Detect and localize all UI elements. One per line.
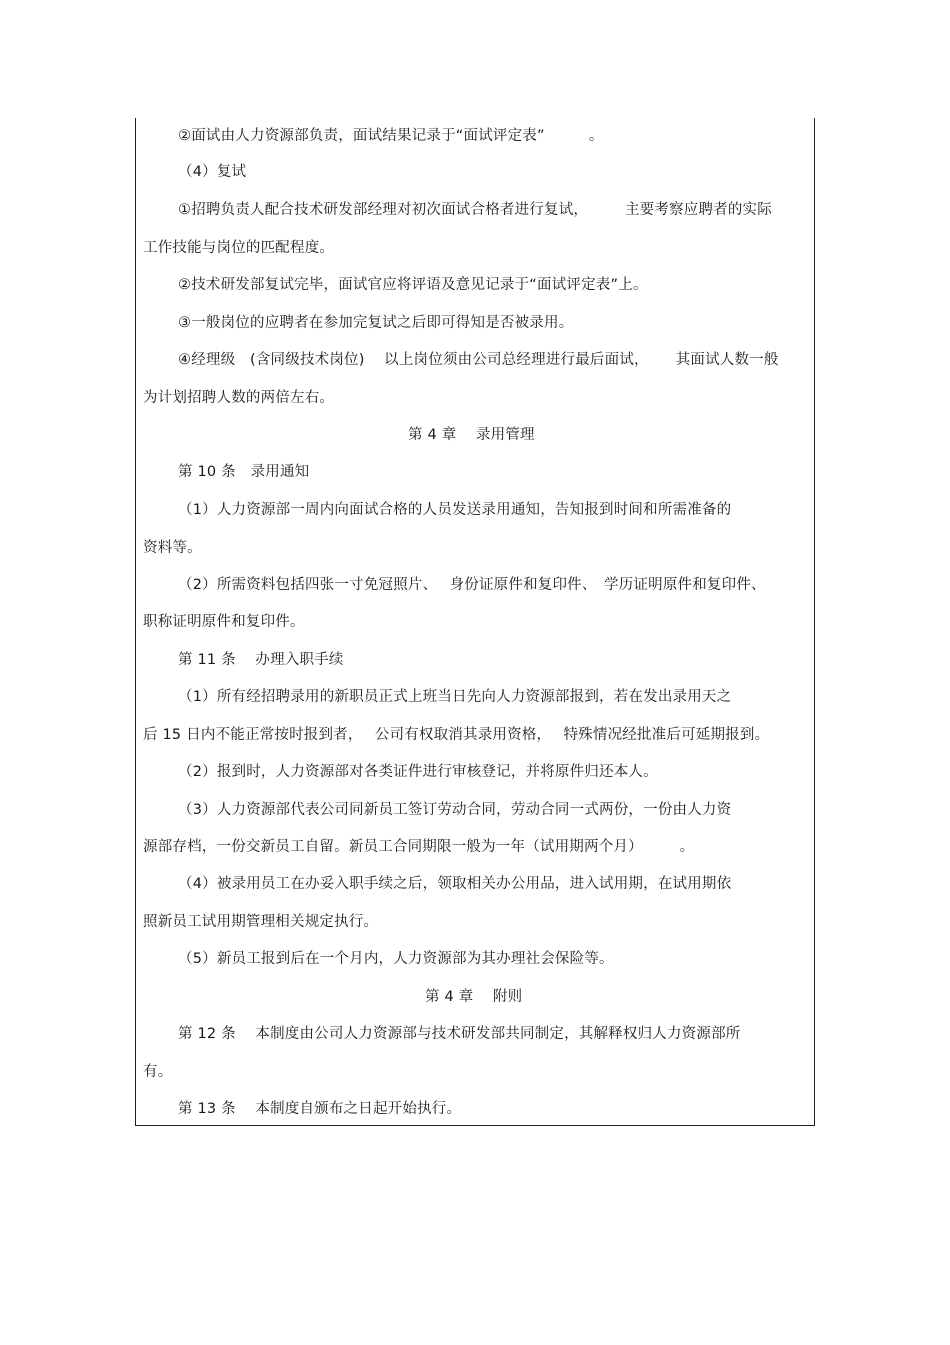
reinterview-item-3: ③一般岗位的应聘者在参加完复试之后即可得知是否被录用。 xyxy=(178,315,574,331)
reinterview-item-2: ②技术研发部复试完毕，面试官应将评语及意见记录于“面试评定表”上。 xyxy=(178,277,648,293)
article-11-item-4-line-1: （4）被录用员工在办妥入职手续之后，领取相关办公用品，进入试用期，在试用期依 xyxy=(178,876,732,892)
article-10-item-1-line-2: 资料等。 xyxy=(143,540,202,556)
interview-record-line: ②面试由人力资源部负责，面试结果记录于“面试评定表” 。 xyxy=(178,128,604,144)
article-11-item-1-line-1: （1）所有经招聘录用的新职员正式上班当日先向人力资源部报到，若在发出录用天之 xyxy=(178,689,732,705)
article-11-item-3-line-1: （3）人力资源部代表公司同新员工签订劳动合同，劳动合同一式两份，一份由人力资 xyxy=(178,802,732,818)
article-13: 第 13 条 本制度自颁布之日起开始执行。 xyxy=(178,1101,462,1117)
article-11-item-5: （5）新员工报到后在一个月内，人力资源部为其办理社会保险等。 xyxy=(178,951,614,967)
article-11-item-1-line-2: 后 15 日内不能正常按时报到者， 公司有权取消其录用资格， 特殊情况经批准后可延期报到。 xyxy=(143,727,770,743)
reinterview-item-1-line-2: 工作技能与岗位的匹配程度。 xyxy=(143,240,335,256)
article-10-item-2-line-1: （2）所需资料包括四张一寸免冠照片、 身份证原件和复印件、 学历证明原件和复印件、 xyxy=(178,577,766,593)
reinterview-heading: （4）复试 xyxy=(178,164,247,180)
article-12-line-2: 有。 xyxy=(143,1064,173,1080)
article-12-line-1: 第 12 条 本制度由公司人力资源部与技术研发部共同制定，其解释权归人力资源部所 xyxy=(178,1026,741,1042)
article-10-heading: 第 10 条 录用通知 xyxy=(178,464,310,480)
article-11-item-3-line-2: 源部存档，一份交新员工自留。新员工合同期限一般为一年（试用期两个月） 。 xyxy=(143,839,695,855)
chapter-heading-hiring: 第 4 章 录用管理 xyxy=(408,427,535,443)
article-11-heading: 第 11 条 办理入职手续 xyxy=(178,652,344,668)
article-11-item-2: （2）报到时，人力资源部对各类证件进行审核登记，并将原件归还本人。 xyxy=(178,764,658,780)
reinterview-item-1-line-1: ①招聘负责人配合技术研发部经理对初次面试合格者进行复试， 主要考察应聘者的实际 xyxy=(178,202,772,218)
article-11-item-4-line-2: 照新员工试用期管理相关规定执行。 xyxy=(143,914,379,930)
reinterview-item-4-line-2: 为计划招聘人数的两倍左右。 xyxy=(143,390,335,406)
article-10-item-1-line-1: （1）人力资源部一周内向面试合格的人员发送录用通知，告知报到时间和所需准备的 xyxy=(178,502,732,518)
article-10-item-2-line-2: 职称证明原件和复印件。 xyxy=(143,614,305,630)
reinterview-item-4-line-1: ④经理级 (含同级技术岗位) 以上岗位须由公司总经理进行最后面试， 其面试人数一般 xyxy=(178,352,779,368)
chapter-heading-supplementary: 第 4 章 附则 xyxy=(425,989,523,1005)
